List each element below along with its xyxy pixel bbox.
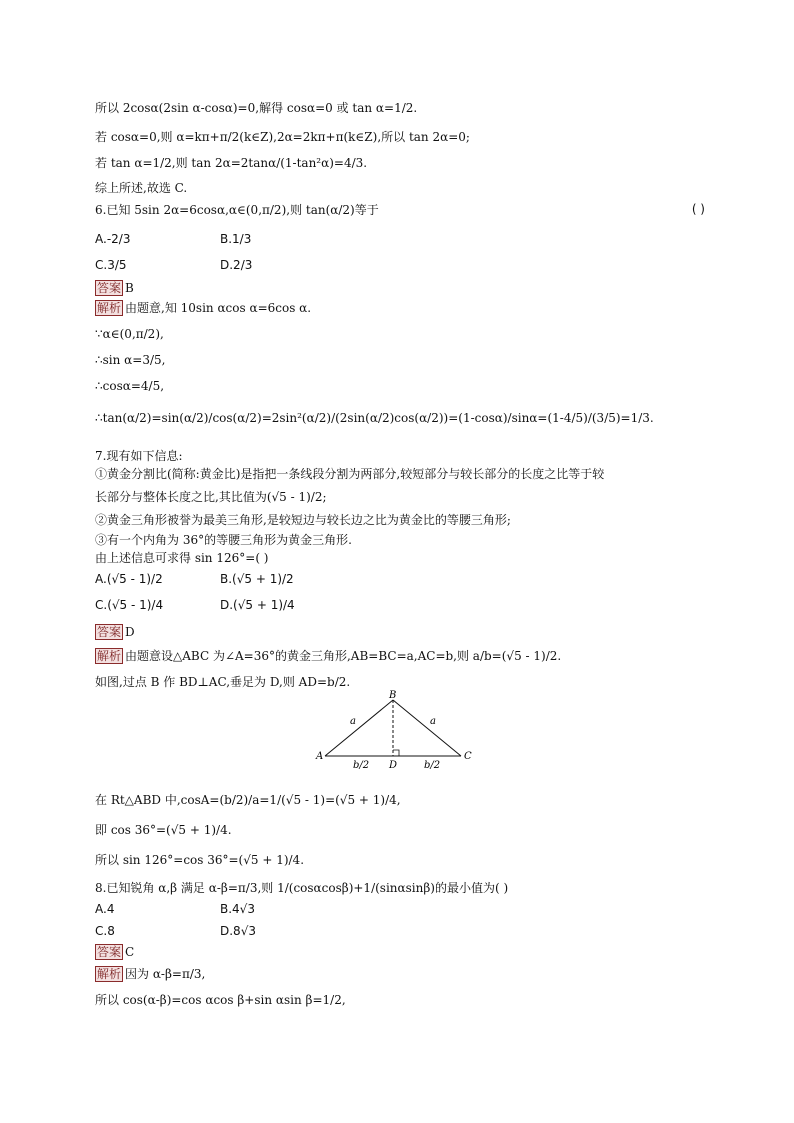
line-text: ∴sin α=3/5, bbox=[95, 353, 166, 367]
line-text: ∴tan(α/2)=sin(α/2)/cos(α/2)=2sin²(α/2)/(2sin(α/2)cos(α/2))=(1-cosα)/sinα=(1-4/5)/(3/5)=1/3. bbox=[95, 411, 654, 425]
line-text: 由题意,知 10sin αcos α=6cos α. bbox=[125, 301, 312, 315]
q6-option: A.-2/3 bbox=[95, 232, 131, 246]
text-line bbox=[95, 202, 379, 218]
line-text: 所以 2cosα(2sin α-cosα)=0,解得 cosα=0 或 tan α=1/2. bbox=[95, 101, 418, 115]
label-b: B bbox=[389, 690, 397, 701]
label-side-a-right: a bbox=[430, 716, 436, 727]
line-text: 如图,过点 B 作 BD⊥AC,垂足为 D,则 AD=b/2. bbox=[95, 675, 351, 689]
line-text: 8.已知锐角 α,β 满足 α-β=π/3,则 1/(cosαcosβ)+1/(sinαsinβ)的最小值为( ) bbox=[95, 881, 509, 895]
line-text: ①黄金分割比(简称:黄金比)是指把一条线段分割为两部分,较短部分与较长部分的长度之比等于较 bbox=[95, 467, 605, 481]
q6-option: D.2/3 bbox=[220, 258, 253, 272]
golden-triangle-figure bbox=[316, 690, 490, 774]
line-text: 综上所述,故选 C. bbox=[95, 181, 188, 195]
text-line bbox=[95, 792, 401, 808]
text-line bbox=[95, 880, 508, 896]
line-text: 在 Rt△ABD 中,cosA=(b/2)/a=1/(√5 - 1)=(√5 + 1)/4, bbox=[95, 793, 401, 807]
text-line bbox=[95, 532, 352, 548]
label-half-b-right: b/2 bbox=[424, 760, 441, 771]
side-ab bbox=[325, 700, 393, 756]
line-text: 由上述信息可求得 sin 126°=( ) bbox=[95, 551, 269, 565]
text-line bbox=[95, 378, 164, 394]
line-text: 若 cosα=0,则 α=kπ+π/2(k∈Z),2α=2kπ+π(k∈Z),所以 tan 2α=0; bbox=[95, 130, 470, 144]
tag-label: 答案 bbox=[97, 625, 122, 639]
q6-option: C.3/5 bbox=[95, 258, 127, 272]
q6-option: B.1/3 bbox=[220, 232, 252, 246]
line-text: 所以 cos(α-β)=cos αcos β+sin αsin β=1/2, bbox=[95, 993, 346, 1007]
right-angle-mark bbox=[393, 750, 399, 756]
line-text: ∵α∈(0,π/2), bbox=[95, 327, 164, 341]
text-line bbox=[95, 326, 164, 342]
text-line bbox=[95, 852, 304, 868]
q7-option: A.(√5 - 1)/2 bbox=[95, 572, 163, 586]
line-text: 所以 sin 126°=cos 36°=(√5 + 1)/4. bbox=[95, 853, 305, 867]
q7-option: B.(√5 + 1)/2 bbox=[220, 572, 294, 586]
line-text: ③有一个内角为 36°的等腰三角形为黄金三角形. bbox=[95, 533, 352, 547]
tag-label: 答案 bbox=[97, 281, 122, 295]
line-text: 由题意设△ABC 为∠A=36°的黄金三角形,AB=BC=a,AC=b,则 a/b=(√5 - 1)/2. bbox=[125, 649, 562, 663]
text-line bbox=[95, 466, 604, 482]
text-line bbox=[95, 489, 327, 505]
answer-line bbox=[95, 280, 134, 296]
label-d: D bbox=[389, 760, 398, 771]
text-line bbox=[95, 129, 470, 145]
line-text: ②黄金三角形被誉为最美三角形,是较短边与较长边之比为黄金比的等腰三角形; bbox=[95, 513, 511, 527]
line-text: 7.现有如下信息: bbox=[95, 449, 183, 463]
answer-line bbox=[95, 624, 135, 640]
q6-answer-paren: ( ) bbox=[691, 202, 705, 216]
answer-line bbox=[95, 300, 311, 316]
text-line bbox=[95, 100, 417, 116]
text-line bbox=[95, 512, 511, 528]
label-c: C bbox=[464, 751, 472, 762]
line-text: 长部分与整体长度之比,其比值为(√5 - 1)/2; bbox=[95, 490, 327, 504]
text-line bbox=[95, 352, 165, 368]
tag-label: 答案 bbox=[97, 945, 122, 959]
text-line bbox=[95, 448, 183, 464]
line-text: ∴cosα=4/5, bbox=[95, 379, 165, 393]
q8-option: C.8 bbox=[95, 924, 115, 938]
side-bc bbox=[393, 700, 461, 756]
tag-label: 解析 bbox=[97, 301, 122, 315]
text-line bbox=[95, 674, 350, 690]
line-text: 即 cos 36°=(√5 + 1)/4. bbox=[95, 823, 232, 837]
line-text: B bbox=[125, 281, 134, 295]
line-text: 若 tan α=1/2,则 tan 2α=2tanα/(1-tan²α)=4/3. bbox=[95, 156, 368, 170]
text-line bbox=[95, 155, 367, 171]
line-text: 因为 α-β=π/3, bbox=[125, 967, 206, 981]
text-line bbox=[95, 822, 232, 838]
q8-option: D.8√3 bbox=[220, 924, 256, 938]
text-line bbox=[95, 180, 187, 196]
text-line bbox=[95, 992, 346, 1008]
label-half-b-left: b/2 bbox=[353, 760, 370, 771]
answer-line bbox=[95, 944, 134, 960]
line-text: D bbox=[125, 625, 135, 639]
q7-option: D.(√5 + 1)/4 bbox=[220, 598, 295, 612]
text-line bbox=[95, 550, 269, 566]
line-text: C bbox=[125, 945, 135, 959]
line-text: 6.已知 5sin 2α=6cosα,α∈(0,π/2),则 tan(α/2)等于 bbox=[95, 203, 379, 217]
label-side-a-left: a bbox=[350, 716, 356, 727]
q8-option: B.4√3 bbox=[220, 902, 255, 916]
label-a: A bbox=[316, 751, 324, 762]
tag-label: 解析 bbox=[97, 649, 122, 663]
answer-line bbox=[95, 966, 205, 982]
q8-option: A.4 bbox=[95, 902, 115, 916]
answer-line bbox=[95, 648, 561, 664]
text-line bbox=[95, 410, 654, 426]
tag-label: 解析 bbox=[97, 967, 122, 981]
q7-option: C.(√5 - 1)/4 bbox=[95, 598, 164, 612]
